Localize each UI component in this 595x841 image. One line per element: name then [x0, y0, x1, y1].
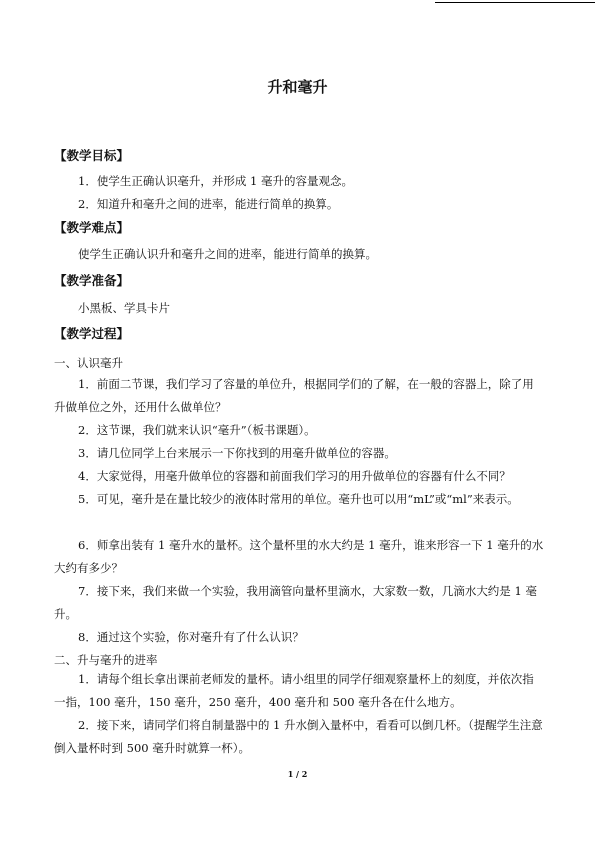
heading-preparation: 【教学准备】	[54, 273, 130, 288]
section-1-item-7: 7．接下来，我们来做一个实验，我用滴管向量杯里滴水，大家数一数，几滴水大约是 1 毫升。	[54, 584, 537, 621]
header-rule	[435, 2, 595, 3]
section-2-item-2: 2．接下来，请同学们将自制量器中的 1 升水倒入量杯中，看看可以倒几杯。（提醒学生注意倒入量杯时到 500 毫升时就算一杯）。	[54, 718, 543, 755]
page-number: 1 / 2	[287, 769, 308, 779]
section-2-item-1: 1．请每个组长拿出课前老师发的量杯。请小组里的同学仔细观察量杯上的刻度，并依次指一指，100 毫升，150 毫升，250 毫升，400 毫升和 500 毫升各在什么地方。	[54, 672, 534, 709]
section-1-item-8: 8．通过这个实验，你对毫升有了什么认识？	[78, 630, 304, 644]
page-title: 升和毫升	[267, 78, 328, 96]
heading-process: 【教学过程】	[54, 326, 130, 341]
section-1-item-1: 1．前面二节课，我们学习了容量的单位升，根据同学们的了解，在一般的容器上，除了用升做单位之外，还用什么做单位？	[54, 377, 534, 414]
difficulty-text: 使学生正确认识升和毫升之间的进率，能进行简单的换算。	[78, 247, 377, 261]
section-1-item-4: 4．大家觉得，用毫升做单位的容器和前面我们学习的用升做单位的容器有什么不同？	[78, 469, 511, 483]
preparation-text: 小黑板、学具卡片	[78, 301, 170, 315]
section-2-title: 二、升与毫升的进率	[54, 653, 158, 667]
section-1-item-2: 2．这节课，我们就来认识“毫升”（板书课题）。	[78, 423, 316, 437]
section-1-item-3: 3．请几位同学上台来展示一下你找到的用毫升做单位的容器。	[78, 446, 396, 460]
goal-item-2: 2．知道升和毫升之间的进率，能进行简单的换算。	[78, 197, 339, 211]
heading-goals: 【教学目标】	[54, 148, 130, 163]
heading-difficulty: 【教学难点】	[54, 220, 130, 235]
section-1-item-5: 5．可见，毫升是在量比较少的液体时常用的单位。毫升也可以用“mL”或“ml”来表示。	[78, 492, 519, 506]
section-1-item-6: 6．师拿出装有 1 毫升水的量杯。这个量杯里的水大约是 1 毫升，谁来形容一下 1 毫升的水大约有多少？	[54, 538, 544, 575]
goal-item-1: 1．使学生正确认识毫升，并形成 1 毫升的容量观念。	[78, 174, 353, 188]
section-1-title: 一、认识毫升	[54, 356, 123, 370]
